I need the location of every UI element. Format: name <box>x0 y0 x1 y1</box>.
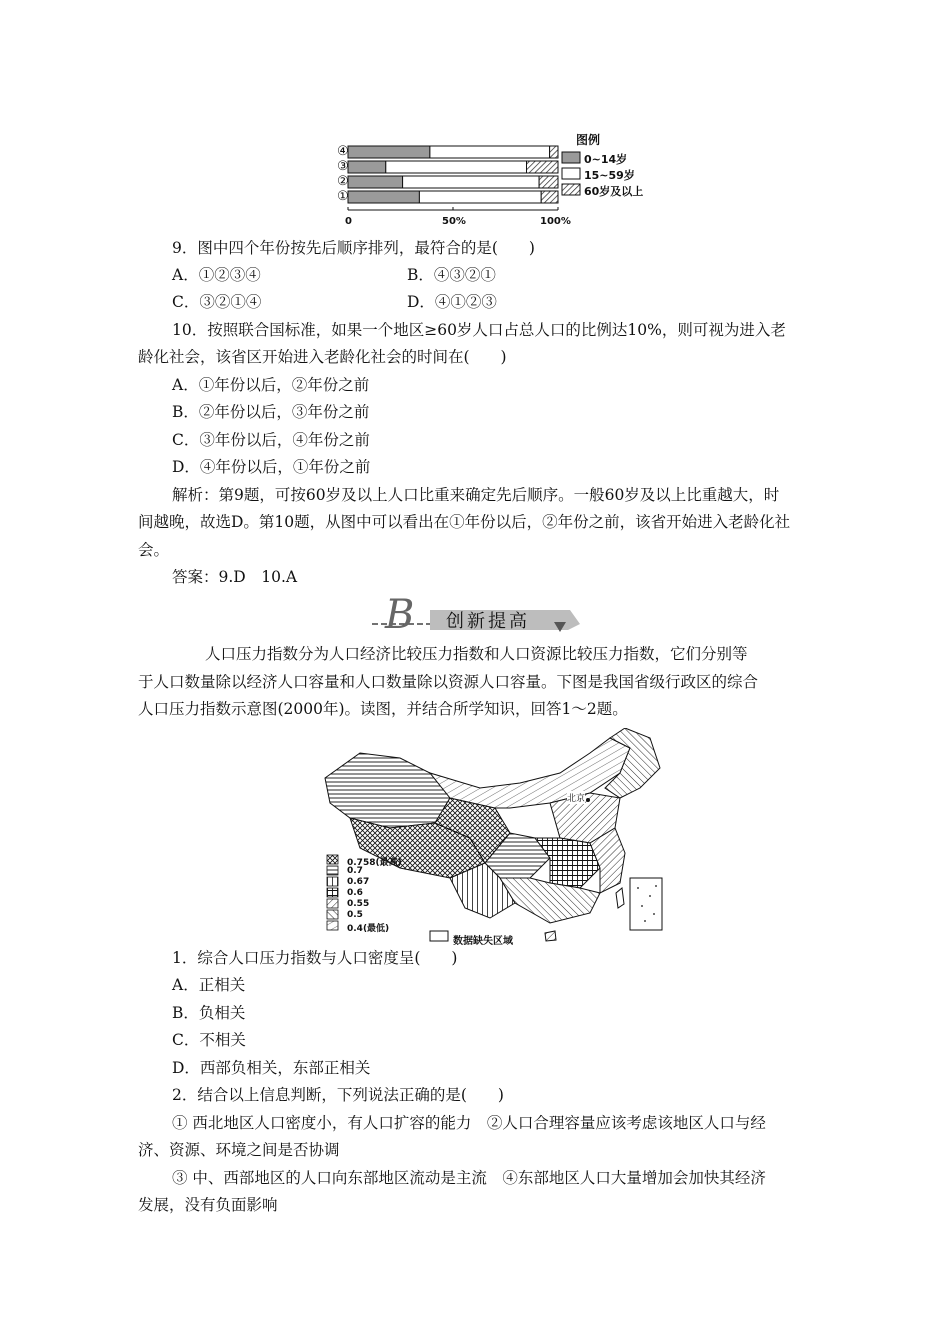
missing-data-swatch <box>430 931 448 941</box>
china-population-pressure-map <box>320 728 665 948</box>
q10-option-c: C．③年份以后，④年份之前 <box>172 431 370 449</box>
region-hainan <box>545 931 556 941</box>
q9-option-c: C．③②①④ <box>172 293 262 311</box>
section-letter: B <box>385 592 415 638</box>
region-xinjiang <box>325 753 450 828</box>
q10-option-a: A．①年份以后，②年份之前 <box>172 376 370 394</box>
answer-line: 答案：9.D 10.A <box>172 568 298 586</box>
legend-elderly: 60岁及以上 <box>584 185 644 198</box>
bar-young-1 <box>348 146 430 158</box>
q10-stem-1: 10．按照联合国标准，如果一个地区≥60岁人口占总人口的比例达10%，则可视为进入老 <box>172 321 786 339</box>
q1-stem: 1．综合人口压力指数与人口密度呈( ) <box>172 949 458 967</box>
analysis-line-2: 间越晚，故选D。第10题，从图中可以看出在①年份以后，②年份之前，该省开始进入老龄化社 <box>138 513 791 531</box>
map-legend-2: 0.7 <box>347 866 363 876</box>
tick-50: 50% <box>442 216 466 227</box>
q10-stem-2: 龄化社会，该省区开始进入老龄化社会的时间在( ) <box>138 348 507 366</box>
q1-option-d: D．西部负相关，东部正相关 <box>172 1059 371 1077</box>
row-label-3: ③ <box>337 159 349 174</box>
row-label-4: ④ <box>337 144 349 159</box>
bar-elderly-3 <box>539 176 558 188</box>
intro-line-3: 人口压力指数示意图(2000年)。读图，并结合所学知识，回答1～2题。 <box>138 700 628 718</box>
row-label-1: ① <box>337 189 349 204</box>
bar-working-1 <box>430 146 550 158</box>
intro-line-2: 于人口数量除以经济人口容量和人口数量除以资源人口容量。下图是我国省级行政区的综合 <box>138 673 759 691</box>
q2-statement-4: 发展，没有负面影响 <box>138 1196 278 1214</box>
q9-option-d: D．④①②③ <box>407 293 497 311</box>
legend-swatch-young <box>562 152 580 163</box>
section-title: 创新提高 <box>446 611 530 632</box>
bar-working-2 <box>386 161 527 173</box>
q10-option-b: B．②年份以后，③年份之前 <box>172 403 370 421</box>
analysis-line-1: 解析：第9题，可按60岁及以上人口比重来确定先后顺序。一般60岁及以上比重越大，时 <box>172 486 780 504</box>
q2-statement-3: ③ 中、西部地区的人口向东部地区流动是主流 ④东部地区人口大量增加会加快其经济 <box>172 1169 766 1187</box>
analysis-line-3: 会。 <box>138 541 170 559</box>
q2-stem: 2．结合以上信息判断，下列说法正确的是( ) <box>172 1086 504 1104</box>
tick-0: 0 <box>345 216 352 227</box>
beijing-marker <box>586 798 590 802</box>
intro-line-1: 人口压力指数分为人口经济比较压力指数和人口资源比较压力指数，它们分别等 <box>205 645 748 663</box>
map-legend-1: 0.758(最高) <box>347 858 402 868</box>
q9-option-b: B．④③②① <box>407 266 496 284</box>
legend-title: 图例 <box>576 133 601 147</box>
map-city-label: 北京 <box>567 791 585 804</box>
map-legend-6: 0.5 <box>347 910 363 920</box>
bar-young-2 <box>348 161 386 173</box>
legend-working: 15~59岁 <box>584 169 635 182</box>
q2-statement-1: ① 西北地区人口密度小，有人口扩容的能力 ②人口合理容量应该考虑该地区人口与经 <box>172 1114 766 1132</box>
bar-elderly-1 <box>550 146 558 158</box>
map-legend-7: 0.4(最低) <box>347 924 390 934</box>
map-legend-5: 0.55 <box>347 899 370 909</box>
map-legend-4: 0.6 <box>347 888 363 898</box>
q1-option-c: C．不相关 <box>172 1031 246 1049</box>
legend-swatch-working <box>562 168 580 179</box>
bar-working-3 <box>403 176 539 188</box>
bar-elderly-2 <box>527 161 559 173</box>
q9-option-a: A．①②③④ <box>172 266 261 284</box>
legend-swatch-elderly <box>562 184 580 195</box>
q2-statement-2: 济、资源、环境之间是否协调 <box>138 1141 340 1159</box>
bar-young-4 <box>348 191 419 203</box>
q1-option-a: A．正相关 <box>172 976 246 994</box>
bar-elderly-4 <box>541 191 558 203</box>
age-bar-chart <box>0 0 950 240</box>
bar-young-3 <box>348 176 403 188</box>
q9-stem: 9．图中四个年份按先后顺序排列，最符合的是( ) <box>172 239 535 257</box>
row-label-2: ② <box>337 174 349 189</box>
region-south <box>500 878 600 923</box>
q1-option-b: B．负相关 <box>172 1004 246 1022</box>
map-legend-3: 0.67 <box>347 877 370 887</box>
tick-100: 100% <box>540 216 571 227</box>
q10-option-d: D．④年份以后，①年份之前 <box>172 458 371 476</box>
region-taiwan <box>616 888 624 908</box>
south-china-sea-inset <box>630 878 662 930</box>
legend-young: 0~14岁 <box>584 153 628 166</box>
map-missing-label: 数据缺失区域 <box>453 936 513 947</box>
bar-working-4 <box>419 191 541 203</box>
